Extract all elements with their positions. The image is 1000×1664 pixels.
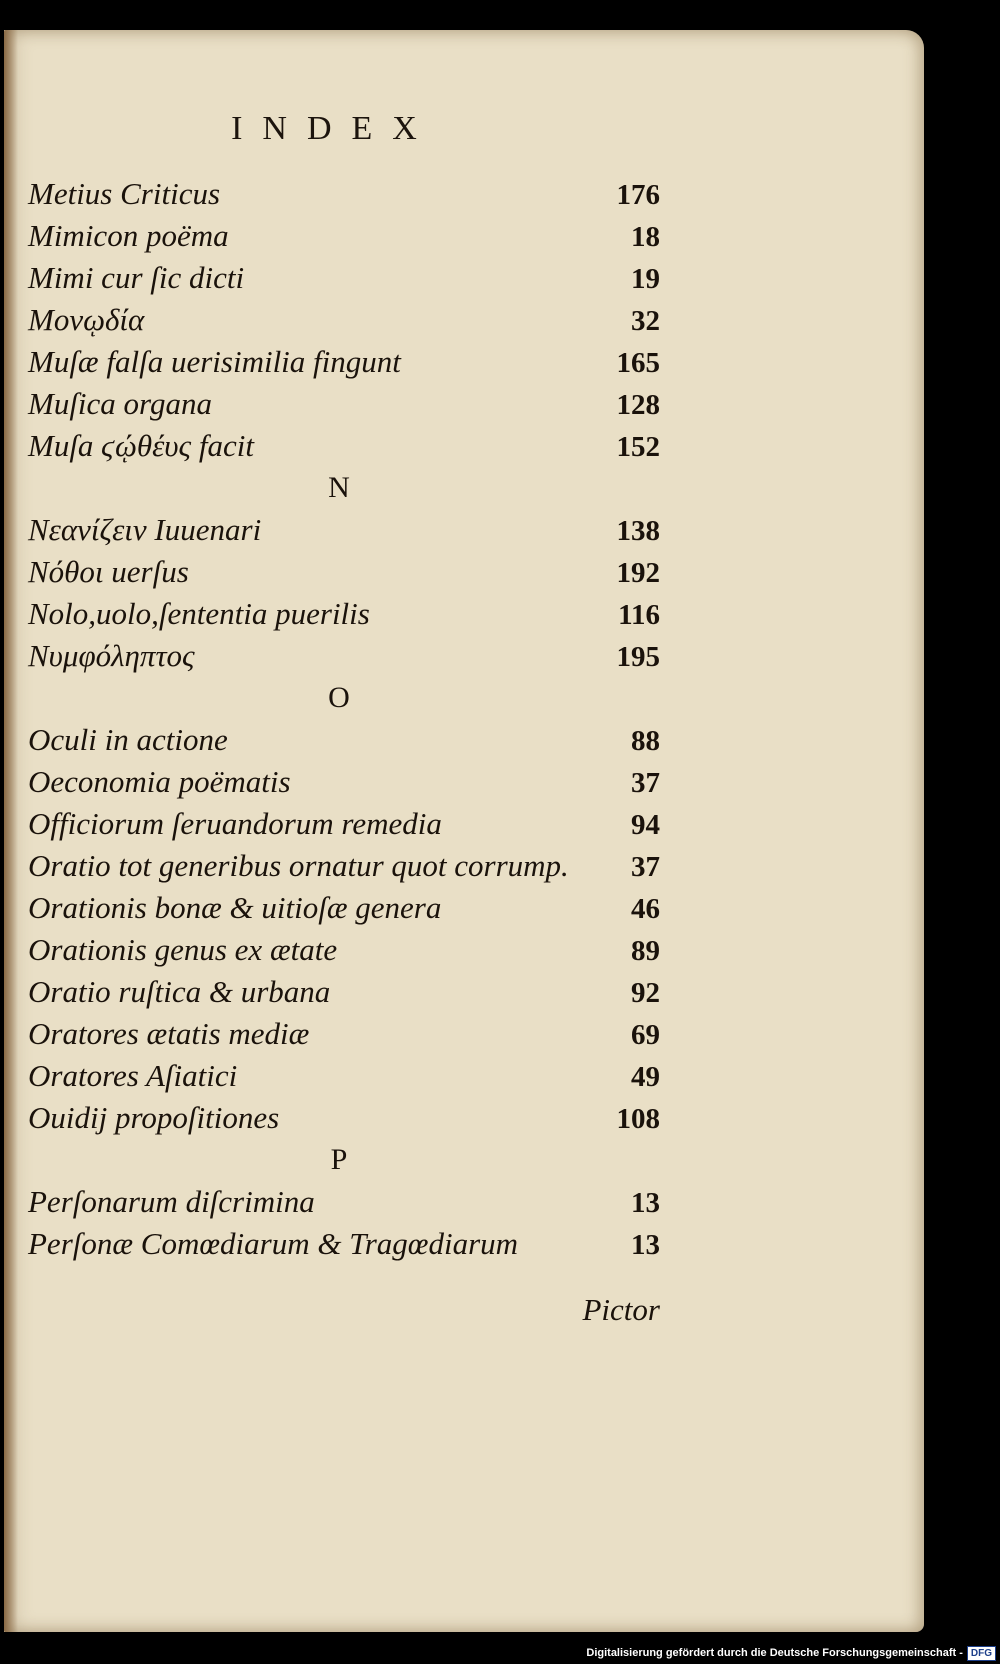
index-term: Oratio ruſtica & urbana [28, 974, 331, 1009]
index-entry [28, 509, 660, 551]
index-term: Ouidij propoſitiones [28, 1100, 280, 1135]
index-term: Muſa ϛῴθέυς facit [28, 428, 254, 463]
index-entry [28, 173, 660, 215]
page-gutter-shadow [4, 30, 18, 1632]
index-entry [28, 299, 660, 341]
index-entry [28, 635, 660, 677]
section-letter-heading: O [328, 681, 350, 714]
page-reference: 128 [616, 389, 660, 421]
index-entry [28, 1013, 660, 1055]
index-entry [28, 593, 660, 635]
index-term: Oratores Aſiatici [28, 1058, 238, 1093]
page-reference: 13 [631, 1229, 660, 1261]
index-entry [28, 803, 660, 845]
page-reference: 92 [631, 977, 660, 1009]
credit-text: Digitalisierung gefördert durch die Deutsche Forschungsgemeinschaft - [586, 1647, 963, 1659]
page-reference: 152 [616, 431, 660, 463]
index-term: Oratio tot generibus ornatur quot corrump. [28, 848, 569, 883]
page-reference: 195 [616, 641, 660, 673]
index-term: Νεανίζειν Iuuenari [28, 512, 262, 547]
index-term: Orationis bonæ & uitioſæ genera [28, 890, 442, 925]
page-reference: 176 [616, 179, 660, 211]
index-term: Metius Criticus [28, 176, 221, 211]
index-entry [28, 845, 660, 887]
page-reference: 116 [618, 599, 660, 631]
index-entry [28, 1181, 660, 1223]
index-entry [28, 215, 660, 257]
running-head: INDEX [231, 110, 437, 147]
index-entry [28, 1097, 660, 1139]
index-entry [28, 719, 660, 761]
page-reference: 49 [631, 1061, 660, 1093]
page-reference: 37 [631, 851, 660, 883]
index-term: Perſonarum diſcrimina [28, 1184, 315, 1219]
dfg-logo: DFG [967, 1646, 996, 1661]
page-reference: 138 [616, 515, 660, 547]
index-entry [28, 887, 660, 929]
section-letter-heading: N [328, 471, 350, 504]
index-entry [28, 425, 660, 467]
catchword: Pictor [582, 1292, 660, 1327]
page-reference: 165 [616, 347, 660, 379]
page-reference: 94 [631, 809, 660, 841]
index-term: Orationis genus ex ætate [28, 932, 338, 967]
index-entry [28, 257, 660, 299]
index-entries [28, 173, 660, 1265]
index-entry [28, 929, 660, 971]
page-reference: 18 [631, 221, 660, 253]
section-letter-heading: P [330, 1143, 348, 1176]
index-term: Muſica organa [28, 386, 212, 421]
page-reference: 69 [631, 1019, 660, 1051]
index-term: Νυμφόληπτος [28, 638, 195, 673]
index-entry [28, 1055, 660, 1097]
page-reference: 37 [631, 767, 660, 799]
index-term: Mimicon poëma [28, 218, 229, 253]
index-term: Oratores ætatis mediæ [28, 1016, 310, 1051]
index-entry [28, 971, 660, 1013]
page-reference: 88 [631, 725, 660, 757]
index-term: Oculi in actione [28, 722, 228, 757]
page-reference: 32 [631, 305, 660, 337]
index-entry [28, 341, 660, 383]
book-page [4, 30, 924, 1632]
index-entry [28, 383, 660, 425]
index-term: Mimi cur ſic dicti [28, 260, 245, 295]
index-term: Νόθοι uerſus [28, 554, 189, 589]
index-term: Μονῳδία [28, 302, 145, 337]
index-term: Muſæ falſa uerisimilia fingunt [28, 344, 401, 379]
index-entry [28, 551, 660, 593]
index-term: Nolo,uolo,ſententia puerilis [28, 596, 370, 631]
page-reference: 89 [631, 935, 660, 967]
index-term: Oeconomia poëmatis [28, 764, 291, 799]
page-reference: 108 [616, 1103, 660, 1135]
index-entry [28, 1223, 660, 1265]
index-term: Perſonæ Comœdiarum & Tragœdiarum [28, 1226, 519, 1261]
page-reference: 46 [631, 893, 660, 925]
digitization-credit-bar [578, 1642, 1000, 1664]
index-entry [28, 761, 660, 803]
page-reference: 13 [631, 1187, 660, 1219]
index-term: Officiorum ſeruandorum remedia [28, 806, 442, 841]
page-reference: 192 [616, 557, 660, 589]
page-reference: 19 [631, 263, 660, 295]
